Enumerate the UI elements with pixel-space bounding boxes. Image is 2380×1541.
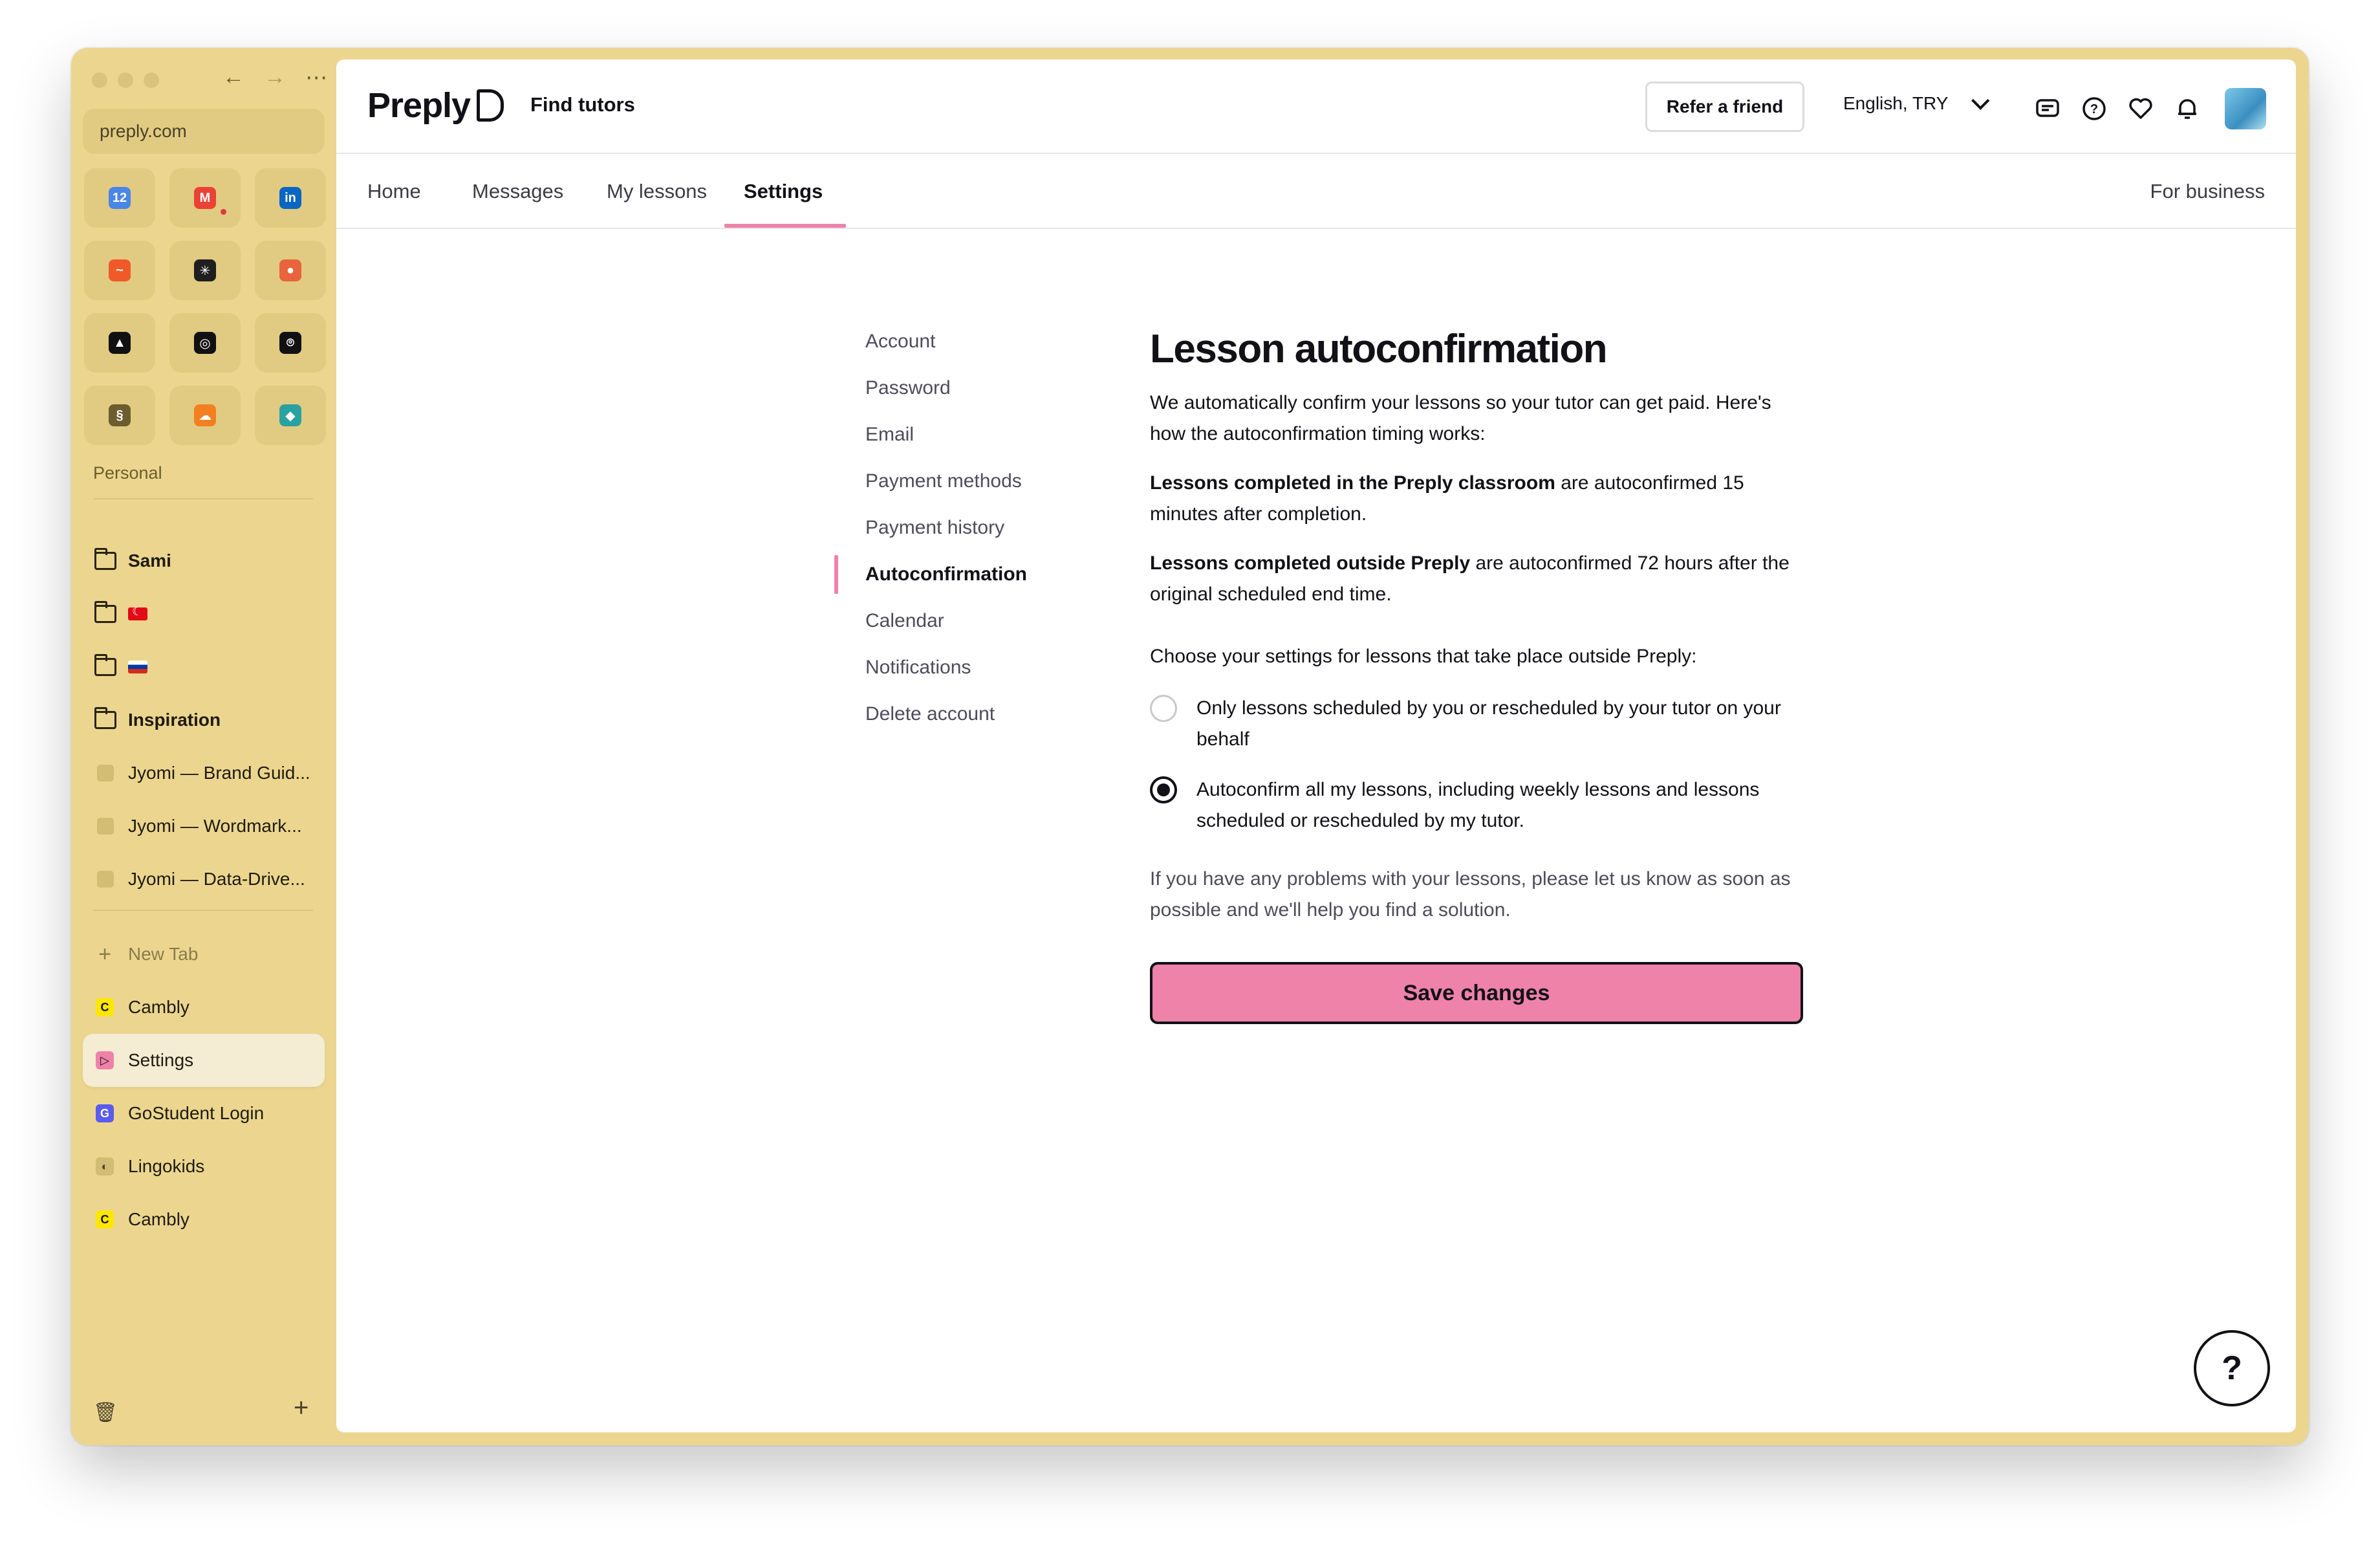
chevron-down-icon [1971,92,1989,110]
squarespace-icon: § [109,404,131,426]
tab-label: Cambly [128,997,189,1017]
sidebar-tree [83,534,325,1246]
sidebar-tab-gostudent-login[interactable] [83,1087,325,1140]
preply-logo-mark-icon [477,89,504,122]
browser-window [71,48,2309,1445]
more-options-icon[interactable]: ⋯ [305,65,327,90]
sidebar-tab-lingokids[interactable] [83,1140,325,1193]
window-controls [92,72,159,88]
settings-menu [834,318,1027,738]
folder-russia[interactable] [83,640,325,694]
open-tabs [83,981,325,1246]
folder-icon [94,711,116,729]
settings-nav-delete-account[interactable]: Delete account [865,703,995,725]
active-tab-indicator [724,224,846,228]
choose-settings-text: Choose your settings for lessons that take place outside Preply: [1150,646,1697,667]
pinned-favorite[interactable] [84,168,155,228]
language-currency-selector[interactable] [1843,93,1984,114]
favicon-icon: ◐ [96,1157,114,1175]
space-label: Personal [93,463,162,483]
pinned-favorite[interactable] [255,386,326,445]
page-icon [97,871,114,888]
classroom-rule [1150,468,1810,530]
option-scheduled-only[interactable] [1150,693,1810,755]
pinned-favorite[interactable] [84,386,155,445]
settings-nav-account[interactable]: Account [865,331,936,352]
option-label: Only lessons scheduled by you or rescheduled by your tutor on your behalf [1196,697,1781,750]
site-header [336,60,2296,154]
app-orange-icon: ● [279,259,301,281]
russia-flag-icon [128,661,147,673]
url-text: preply.com [100,121,187,141]
favicon-icon: C [96,998,114,1016]
sidebar-item-jyomi-wordmark[interactable] [83,800,325,853]
settings-nav-payment-methods[interactable]: Payment methods [865,470,1022,492]
intro-text: We automatically confirm your lessons so your tutor can get paid. Here's how the autoconfirmation timing works: [1150,392,1771,444]
page-title: Lesson autoconfirmation [1150,327,1607,371]
help-circle-icon[interactable] [2080,94,2108,123]
settings-nav-email[interactable]: Email [865,424,914,445]
divider-wrap [83,906,325,928]
autoconfirmation-panel [1150,318,1810,1024]
archive-icon[interactable]: 🗑 [93,1402,118,1423]
avatar[interactable] [2225,88,2266,129]
pinned-favorite[interactable] [84,313,155,373]
divider [93,498,313,499]
pinned-favorites [84,168,326,445]
history-controls [221,65,329,91]
github-icon: ⌾ [279,332,301,354]
add-space-icon[interactable]: + [294,1393,309,1422]
settings-nav-notifications[interactable]: Notifications [865,657,971,678]
support-note: If you have any problems with your lessons, please let us know as soon as possible and we'll help you find a solution. [1150,868,1791,921]
refer-friend-button[interactable]: Refer a friend [1645,82,1804,132]
new-tab-label: New Tab [128,944,199,964]
web-page [336,60,2296,1432]
close-window-button[interactable] [92,72,107,88]
help-button[interactable]: ? [2194,1330,2270,1406]
sidebar-item-label: Jyomi — Brand Guid... [128,763,310,783]
favicon-icon: G [96,1104,114,1122]
sidebar-tab-cambly[interactable] [83,981,325,1034]
classroom-rule-bold: Lessons completed in the Preply classroom [1150,472,1555,494]
outside-rule [1150,548,1810,610]
divider [93,910,313,911]
radio-button[interactable] [1150,695,1177,722]
pinned-favorite[interactable] [255,313,326,373]
sidebar-item-label: Jyomi — Data-Drive... [128,869,305,889]
pinned-favorite[interactable] [169,313,241,373]
header-icons [2033,88,2266,129]
page-icon [97,765,114,781]
gmail-icon: M [194,187,216,209]
minimize-window-button[interactable] [118,72,133,88]
pinned-favorite[interactable] [255,241,326,300]
pinned-favorite[interactable] [169,241,241,300]
favicon-icon: ▷ [96,1051,114,1069]
unread-badge [221,209,226,215]
settings-nav-autoconfirmation[interactable]: Autoconfirmation [834,551,1027,598]
preply-logo[interactable] [367,85,504,126]
for-business-link[interactable]: For business [2150,180,2265,202]
radio-button-selected[interactable] [1150,776,1177,803]
linkedin-icon: in [279,187,301,209]
turkey-flag-icon [128,607,147,620]
tab-label: Cambly [128,1209,189,1229]
sidebar-item-jyomi-data[interactable] [83,853,325,906]
folder-icon [94,605,116,623]
messages-icon[interactable] [2033,94,2062,123]
forward-arrow-icon[interactable]: → [264,65,286,89]
heart-icon[interactable] [2126,94,2155,123]
pinned-favorite[interactable] [255,168,326,228]
language-currency-label: English, TRY [1843,93,1949,113]
tab-settings[interactable]: Settings [744,180,823,202]
chatgpt-icon: ◎ [194,332,216,354]
browser-sidebar [71,48,336,1445]
folder-label: Sami [128,551,171,571]
logo-text: Preply [367,86,471,125]
maximize-window-button[interactable] [144,72,159,88]
outside-rule-text: are autoconfirmed 72 hours after the original scheduled end time. [1150,552,1790,605]
tab-my-lessons[interactable]: My lessons [607,180,708,202]
folder-icon [94,658,116,676]
option-autoconfirm-all[interactable] [1150,774,1810,836]
triangle-app-icon: ▲ [109,332,131,354]
analytics-icon: ~ [109,259,131,281]
outside-rule-bold: Lessons completed outside Preply [1150,552,1471,574]
favicon-icon: C [96,1210,114,1229]
folder-label: Inspiration [128,710,221,730]
pinned-favorite[interactable] [169,168,241,228]
pinned-favorite[interactable] [169,386,241,445]
sidebar-item-jyomi-brand[interactable] [83,747,325,800]
classroom-rule-text: are autoconfirmed 15 minutes after completion. [1150,472,1744,525]
folder-sami[interactable] [83,534,325,587]
settings-nav-password[interactable]: Password [865,377,951,399]
back-arrow-icon[interactable]: ← [222,65,244,89]
bell-icon[interactable] [2173,94,2202,123]
sidebar-tab-settings[interactable] [83,1034,325,1087]
option-label: Autoconfirm all my lessons, including weekly lessons and lessons scheduled or rescheduled by my tutor. [1196,779,1760,831]
cloudflare-icon: ☁ [194,404,216,426]
tab-home[interactable]: Home [367,180,421,202]
tab-label: Lingokids [128,1156,205,1176]
pinned-favorite[interactable] [84,241,155,300]
folder-turkey[interactable] [83,587,325,640]
sidebar-tab-cambly[interactable] [83,1193,325,1246]
plus-icon: + [98,941,111,967]
sidebar-item-label: Jyomi — Wordmark... [128,816,302,836]
settings-nav-payment-history[interactable]: Payment history [865,517,1005,538]
save-changes-button[interactable]: Save changes [1150,962,1803,1024]
folder-inspiration[interactable] [83,694,325,747]
claude-icon: ✳ [194,259,216,281]
calendar-icon: 12 [109,187,131,209]
diamond-app-icon: ◆ [279,404,301,426]
main-nav [336,154,2296,229]
svg-text:?: ? [2090,102,2099,116]
url-bar[interactable] [83,109,325,154]
folder-icon [94,552,116,570]
find-tutors-link[interactable]: Find tutors [530,93,635,116]
tab-label: GoStudent Login [128,1103,265,1123]
tab-messages[interactable]: Messages [472,180,564,202]
new-tab-button[interactable] [83,928,325,981]
tab-label: Settings [128,1050,194,1070]
page-icon [97,818,114,835]
settings-nav-calendar[interactable]: Calendar [865,610,944,631]
